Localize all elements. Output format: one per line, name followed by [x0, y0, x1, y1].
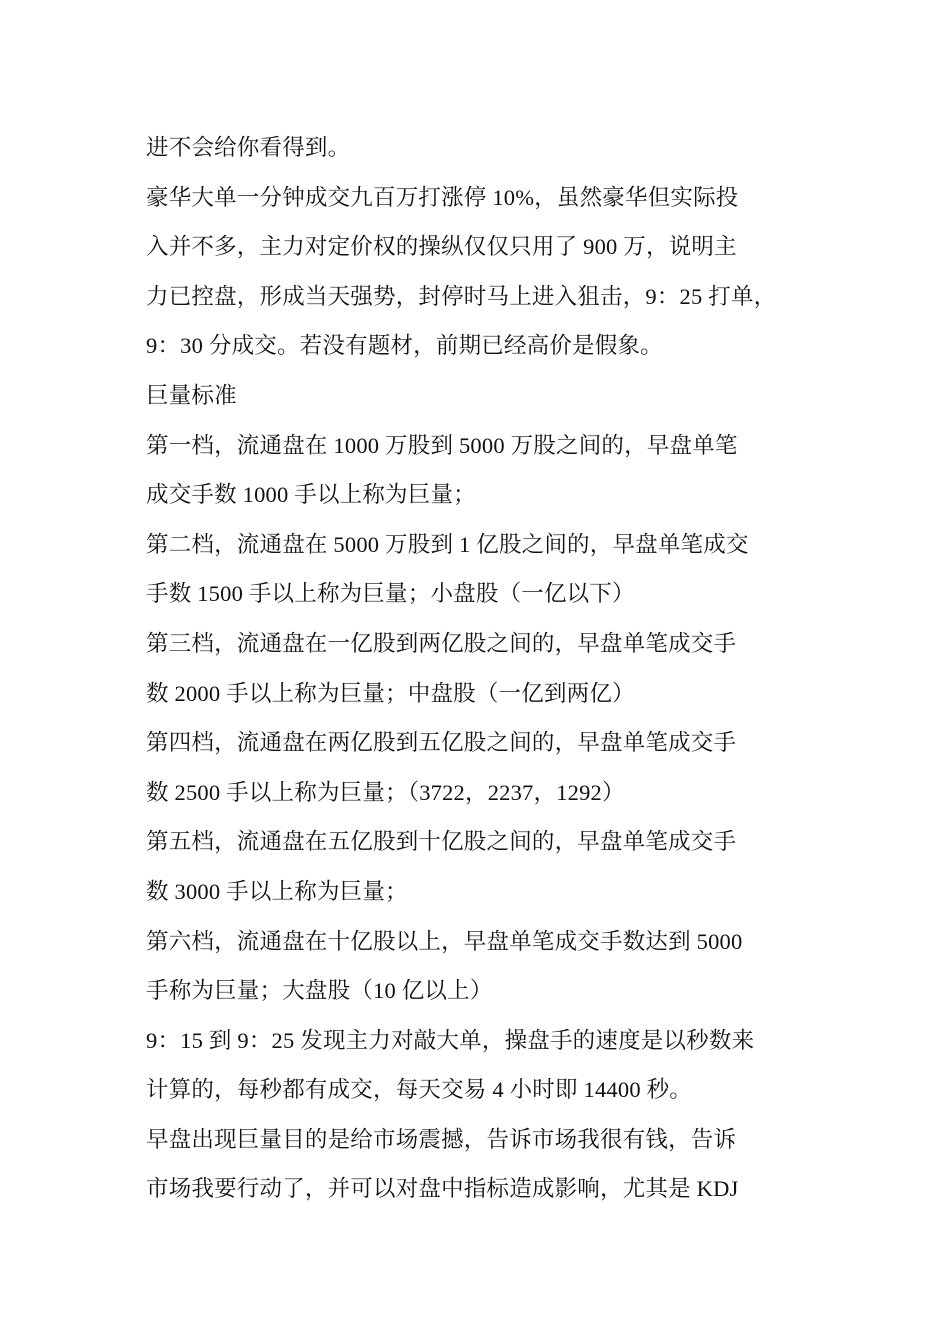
text-line: 数 2000 手以上称为巨量；中盘股（一亿到两亿） [146, 680, 635, 706]
text-line: 力已控盘，形成当天强势，封停时马上进入狙击，9：25 打单， [146, 283, 777, 309]
text-line: 入并不多，主力对定价权的操纵仅仅只用了 900 万，说明主 [146, 234, 737, 260]
text-line: 早盘出现巨量目的是给市场震撼，告诉市场我很有钱，告诉 [146, 1126, 737, 1152]
text-line: 豪华大单一分钟成交九百万打涨停 10%，虽然豪华但实际投 [146, 184, 739, 210]
text-line: 数 2500 手以上称为巨量；（3722，2237，1292） [146, 779, 625, 805]
text-line: 计算的，每秒都有成交，每天交易 4 小时即 14400 秒。 [146, 1077, 693, 1103]
text-line: 市场我要行动了，并可以对盘中指标造成影响，尤其是 KDJ [146, 1176, 739, 1202]
text-line: 第二档，流通盘在 5000 万股到 1 亿股之间的，早盘单笔成交 [146, 531, 749, 557]
text-line: 第四档，流通盘在两亿股到五亿股之间的，早盘单笔成交手 [146, 730, 737, 756]
text-line: 第三档，流通盘在一亿股到两亿股之间的，早盘单笔成交手 [146, 630, 737, 656]
text-line: 第六档，流通盘在十亿股以上，早盘单笔成交手数达到 5000 [146, 928, 743, 954]
text-line: 第一档，流通盘在 1000 万股到 5000 万股之间的，早盘单笔 [146, 432, 738, 458]
document-body [146, 123, 826, 1214]
text-line: 数 3000 手以上称为巨量； [146, 878, 408, 904]
text-line: 9：30 分成交。若没有题材，前期已经高价是假象。 [146, 333, 663, 359]
text-line: 9：15 到 9：25 发现主力对敲大单，操盘手的速度是以秒数来 [146, 1027, 755, 1053]
text-line: 第五档，流通盘在五亿股到十亿股之间的，早盘单笔成交手 [146, 829, 737, 855]
text-line: 成交手数 1000 手以上称为巨量； [146, 482, 476, 508]
text-line: 手称为巨量；大盘股（10 亿以上） [146, 978, 493, 1004]
text-line: 进不会给你看得到。 [146, 135, 351, 160]
text-line: 手数 1500 手以上称为巨量；小盘股（一亿以下） [146, 581, 635, 607]
section-heading: 巨量标准 [146, 382, 237, 408]
